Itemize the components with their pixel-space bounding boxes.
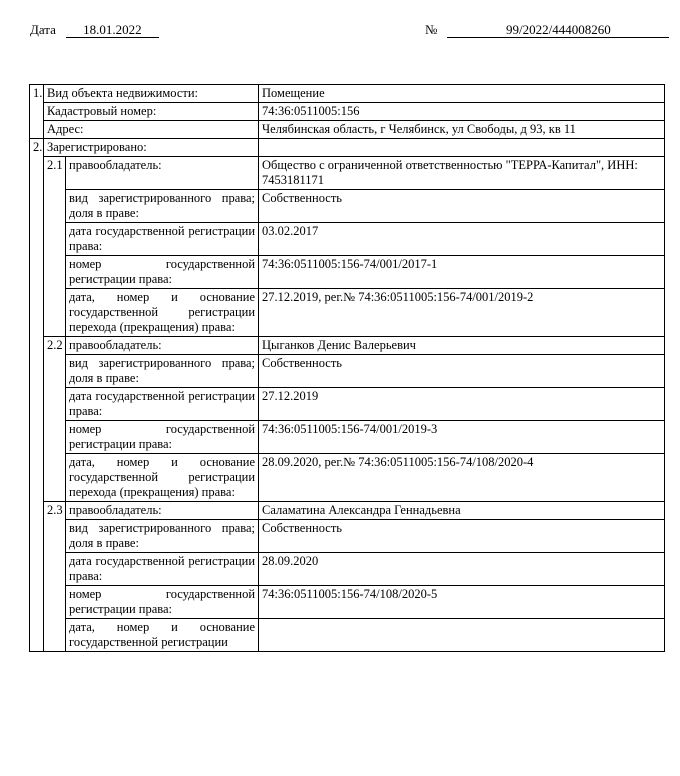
right-field-row	[30, 520, 665, 553]
property-value: 74:36:0511005:156	[259, 103, 665, 121]
right-field-label: номер государственной регистрации права:	[66, 421, 259, 454]
right-field-row	[30, 256, 665, 289]
owner-index: 2.3	[44, 502, 66, 652]
registered-header-row	[30, 139, 665, 157]
date-label: Дата	[30, 22, 56, 37]
right-field-row	[30, 355, 665, 388]
right-field-row	[30, 289, 665, 337]
right-field-row	[30, 454, 665, 502]
owner-value: Саламатина Александра Геннадьевна	[259, 502, 665, 520]
owner-label: правообладатель:	[66, 337, 259, 355]
right-field-row	[30, 586, 665, 619]
right-field-label: дата государственной регистрации права:	[66, 388, 259, 421]
right-field-value: 03.02.2017	[259, 223, 665, 256]
number-value: 99/2022/444008260	[447, 23, 669, 38]
right-field-row	[30, 553, 665, 586]
date-value: 18.01.2022	[66, 23, 159, 38]
right-field-value: 74:36:0511005:156-74/001/2019-3	[259, 421, 665, 454]
registered-title: Зарегистрировано:	[44, 139, 259, 157]
owner-label: правообладатель:	[66, 157, 259, 190]
section-number: 1.	[30, 85, 44, 139]
number-label: №	[425, 22, 438, 37]
property-value: Челябинская область, г Челябинск, ул Свободы, д 93, кв 11	[259, 121, 665, 139]
right-field-label: дата государственной регистрации права:	[66, 223, 259, 256]
owner-label: правообладатель:	[66, 502, 259, 520]
right-field-label: дата, номер и основание государственной регистрации перехода (прекращения) права:	[66, 454, 259, 502]
right-field-value: 74:36:0511005:156-74/001/2017-1	[259, 256, 665, 289]
document-date	[30, 22, 159, 38]
right-field-value: 28.09.2020	[259, 553, 665, 586]
property-label: Вид объекта недвижимости:	[44, 85, 259, 103]
right-field-value: Собственность	[259, 190, 665, 223]
registry-table-body	[30, 85, 665, 652]
right-field-row	[30, 190, 665, 223]
right-field-label: номер государственной регистрации права:	[66, 256, 259, 289]
property-label: Кадастровый номер:	[44, 103, 259, 121]
right-field-label: дата, номер и основание государственной регистрации	[66, 619, 259, 652]
right-field-row	[30, 388, 665, 421]
owner-index: 2.1	[44, 157, 66, 337]
owner-row	[30, 337, 665, 355]
right-field-label: вид зарегистрированного права; доля в праве:	[66, 520, 259, 553]
property-row	[30, 103, 665, 121]
right-field-value: Собственность	[259, 355, 665, 388]
property-row	[30, 85, 665, 103]
owner-row	[30, 502, 665, 520]
right-field-row	[30, 421, 665, 454]
right-field-label: дата государственной регистрации права:	[66, 553, 259, 586]
right-field-value: 27.12.2019, рег.№ 74:36:0511005:156-74/001/2019-2	[259, 289, 665, 337]
right-field-row	[30, 619, 665, 652]
right-field-label: дата, номер и основание государственной регистрации перехода (прекращения) права:	[66, 289, 259, 337]
right-field-value	[259, 619, 665, 652]
owner-value: Общество с ограниченной ответственностью "ТЕРРА-Капитал", ИНН: 7453181171	[259, 157, 665, 190]
right-field-value: 74:36:0511005:156-74/108/2020-5	[259, 586, 665, 619]
section-number: 2.	[30, 139, 44, 652]
right-field-value: 27.12.2019	[259, 388, 665, 421]
owner-index: 2.2	[44, 337, 66, 502]
owner-value: Цыганков Денис Валерьевич	[259, 337, 665, 355]
owner-row	[30, 157, 665, 190]
property-row	[30, 121, 665, 139]
property-label: Адрес:	[44, 121, 259, 139]
right-field-row	[30, 223, 665, 256]
property-value: Помещение	[259, 85, 665, 103]
right-field-label: вид зарегистрированного права; доля в праве:	[66, 355, 259, 388]
empty-cell	[259, 139, 665, 157]
registry-table	[29, 84, 665, 652]
right-field-label: вид зарегистрированного права; доля в праве:	[66, 190, 259, 223]
right-field-label: номер государственной регистрации права:	[66, 586, 259, 619]
right-field-value: Собственность	[259, 520, 665, 553]
right-field-value: 28.09.2020, рег.№ 74:36:0511005:156-74/108/2020-4	[259, 454, 665, 502]
document-number	[425, 22, 669, 38]
